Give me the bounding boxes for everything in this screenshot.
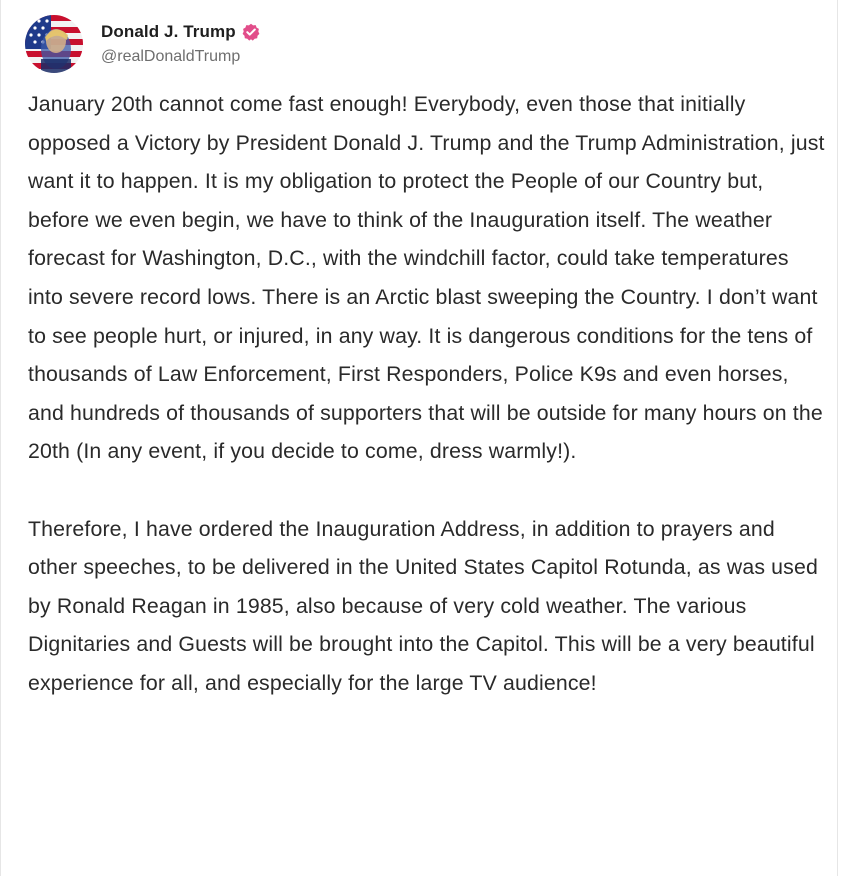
- author-display-name[interactable]: Donald J. Trump: [101, 22, 236, 41]
- post-paragraph: January 20th cannot come fast enough! Everybody, even those that initially opposed a Victory by President Donald J. Trump and the Trump Administration, just want it to happen. It is my obligation to protect the People of our Country but, before we even begin, we have to think of the Inauguration itself. The weather forecast for Washington, D.C., with the windchill factor, could take temperatures into severe record lows. There is an Arctic blast sweeping the Country. I don’t want to see people hurt, or injured, in any way. It is dangerous conditions for the tens of thousands of Law Enforcement, First Responders, Police K9s and even horses, and hundreds of thousands of supporters that will be outside for many hours on the 20th (In any event, if you decide to come, dress warmly!).: [28, 92, 825, 464]
- post-body: [28, 85, 828, 703]
- verified-badge-icon: [242, 23, 260, 41]
- avatar[interactable]: [25, 15, 83, 73]
- name-row: [101, 22, 260, 42]
- flag-portrait-avatar-icon: [25, 15, 83, 73]
- post-paragraph: Therefore, I have ordered the Inauguration Address, in addition to prayers and other speeches, to be delivered in the United States Capitol Rotunda, as was used by Ronald Reagan in 1985, also because of very cold weather. The various Dignitaries and Guests will be brought into the Capitol. This will be a very beautiful experience for all, and especially for the large TV audience!: [28, 516, 818, 695]
- author-handle[interactable]: @realDonaldTrump: [101, 48, 241, 65]
- author-identity: [101, 22, 260, 66]
- post-header: [25, 14, 260, 74]
